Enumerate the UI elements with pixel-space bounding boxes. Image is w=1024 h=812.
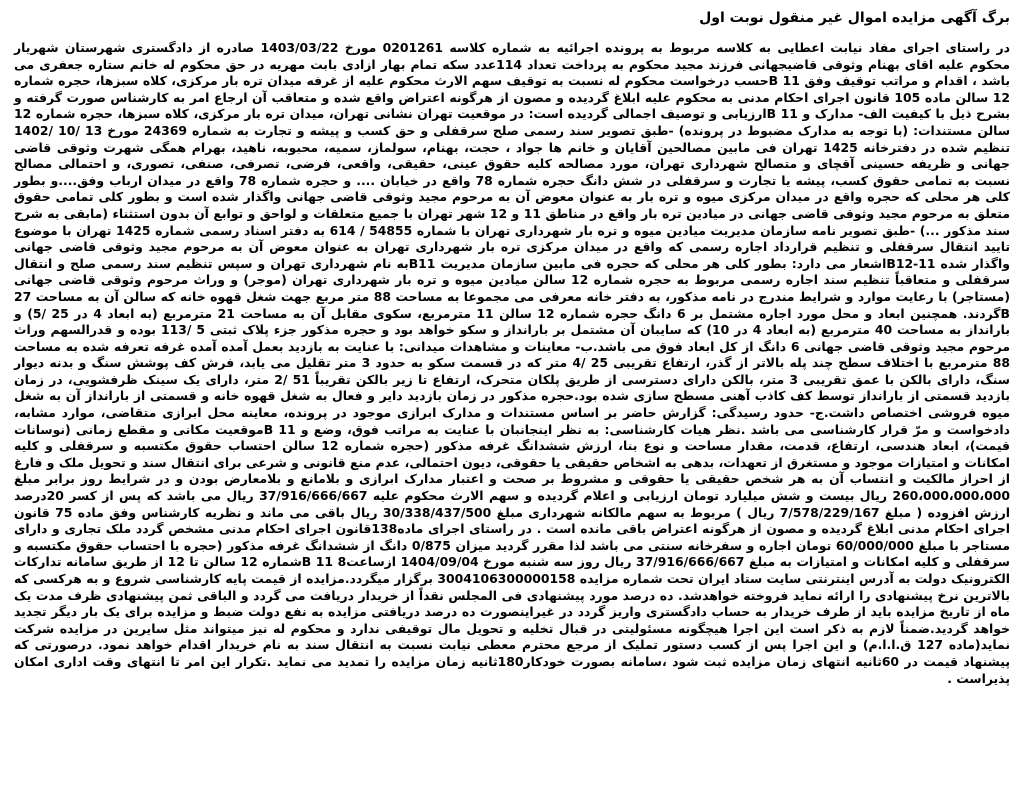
- notice-body-text: در راستای اجرای مفاد نیابت اعطایی به کلاسه مربوط به پرونده اجرائیه به شماره کلاسه 0201261 مورخ 1403/03/22 صادره از دادگستری شهرستان شهریار محکوم علیه اقای بهنام وثوقی قاضیجهانی فرزند مجید محکوم به پرداخت تعداد 114عدد سکه تمام بهار ازادی بابت مهریه در حق محکوم له خانم ستاره جعفری می باشد ، اقدام و مراتب توقیف وفق 11 Bحسب درخواست محکوم له نسبت به توقیف سهم الارث محکوم علیه از غرفه میدان تره بار مرکزی، کلاه سبزها، حجره شماره 12 سالن ماده 105 قانون اجرای احکام مدنی به محکوم علیه ابلاغ گردیده و مصون از هرگونه اعتراض واقع شده و متعاقب آن ارجاع امر به کارشناس صورت گرفته و بشرح ذیل با کیفیت الف- مدارک و 11 Bارزیابی و توصیف اجمالی گردیده است: در موقعیت تهران نشانی تهران، میدان تره بار مرکزی، کلاه سبزها، حجره شماره 12 سالن مستندات: (با توجه به مدارک مضبوط در پرونده) -طبق تصویر سند رسمی صلح سرقفلی و حق کسب و پیشه و تجارت به شماره 24369 مورخ 13 /10 /1402 تنظیم شده در دفترخانه 1425 تهران فی مابین مصالحین آقایان و خانم ها جواد ، حجت، بهنام، سولماز، سمیه، محبوبه، ناهید، بهرام همگی شهرت وثوقی قاضی جهانی و ظریفه حسینی آقچای و متصالح شهرداری تهران، مورد مصالحه کلیه حقوق عینی، حقیقی، واقعی، فرضی، تصرفی، صنفی، تصوری، و احتمالی مصالح نسبت به تمامی حقوق کسب، پیشه یا تجارت و سرقفلی در شش دانگ حجره شماره 78 واقع در خیابان .... و حجره شماره 78 واقع در میدان ارباب وفق....و بطور کلی هر محلی که حجره واقع در میدان مرکزی میوه و تره بار به عنوان معوض آن به مرحوم مجید وثوقی قاضی جهانی واگذار شده است و بطور کلی تمامی حقوق متعلق به مرحوم مجید وثوقی قاضی جهانی در میادین تره بار واقع در مناطق 11 و 12 شهر تهران با جمیع متعلقات و لواحق و توابع آن بدون استثناء (مابقی به شرح سند مذکور ...) -طبق تصویر نامه سازمان مدیریت میادین میوه و تره بار شهرداری تهران با شماره 54855 / 614 به دفتر اسناد رسمی شماره 1425 تهران با موضوع تایید انتقال سرقفلی و تنظیم قرارداد اجاره رسمی که واقع در میدان مرکزی تره بار شهرداری تهران به عنوان معوض آن به مرحوم مجید وثوقی قاضی جهانی واگذار شده B12-11اشعار می دارد: بطور کلی هر محلی که حجره فی مابین سازمان مدیریت B11به نام شهرداری تهران و سپس تنظیم سند رسمی صلح و انتقال سرقفلی و متعاقباً تنظیم سند اجاره رسمی مربوط به حجره شماره 12 سالن میادین میوه و تره بار شهرداری تهران (موجر) و وراث مرحوم وثوقی قاضی جهانی (مستاجر) با رعایت موارد و شرایط مندرج در نامه مذکور، به دفتر خانه معرفی می مجموعا به مساحت 88 متر مربع جهت شغل قهوه خانه که سالن آن به مساحت 27 Bگردند. همچنین ابعاد و محل مورد اجاره مشتمل بر 6 دانگ حجره شماره 12 سالن 11 مترمربع، سکوی مقابل آن به مساحت 21 مترمربع (به ابعاد 4 در 25 /5) و بارانداز به مساحت 40 مترمربع (به ابعاد 4 در 10) که سایبان آن مشتمل بر بارانداز و سکو خواهد بود و حجره مذکور جزء پلاک ثبتی 5 /113 بوده و قدرالسهم وراث مرحوم مجید وثوقی قاضی جهانی 6 دانگ از کل ابعاد فوق می باشد.ب- معاینات و مشاهدات میدانی: با عنایت به بازدید بعمل آمده آمده غرفه تعرفه شده به مساحت 88 مترمربع با اختلاف سطح چند پله بالاتر از گذر، ارتفاع تقریبی 25 /4 متر که در قسمت سکو به حدود 3 متر تقلیل می یابد، فرش کف پوشش سنگ و بدنه دیوار سنگ، دارای بالکن با عمق تقریبی 3 متر، بالکن دارای دسترسی از طریق پلکان متحرک، ارتفاع تا زیر بالکن تقریباً 51 /2 متر، دارای یک سینک ظرفشویی، در زمان بازدید قسمتی از بارانداز توسط کف کاذب آهنی مسطح سازی شده بود.حجره مذکور در زمان بازدید دایر و فعال به شغل قهوه خانه و قسمتی از بارانداز آن به شغل میوه فروشی اختصاص داشت.ج- حدود رسیدگی: گزارش حاضر بر اساس مستندات و مدارک ابرازی موجود در پرونده، معاینه محل ابرازی متقاضی، موارد مشابه، دادخواست و مرّ قرار کارشناسی می باشد .نظر هیات کارشناسی: به نظر اینجانبان با عنایت به مراتب فوق، وضع و 11 Bموقعیت مکانی و مقطع زمانی (نوسانات قیمت)، ابعاد هندسی، ارتفاع، قدمت، مقدار مساحت و نوع بنا، ارزش ششدانگ غرفه مذکور (حجره شماره 12 سالن احتساب حقوق مکتسبه و سرقفلی و کلیه امکانات و امتیازات موجود و مستغرق از تعهدات، بدهی به اشخاص حقیقی یا حقوقی، دیون احتمالی، عدم منع قانونی و شرعی برای انتقال سند و تحویل ملک و فارغ از احراز مالکیت و انتساب آن به هر شخص حقیقی یا حقوقی و مشروط بر صحت و اعتبار مدارک ابرازی و بلامانع و بلامعارض بودن و در شرایط روز برابر مبلغ 260،000،000،000 ریال بیست و شش میلیارد تومان ارزیابی و اعلام گردیده و سهم الارث محکوم علیه 37/916/666/667 ریال می باشد که پس از کسر 20درصد ارزش افزوده ( مبلغ 7/578/229/167 ریال ) مربوط به سهم مالکانه شهرداری مبلغ 30/338/437/500 ریال باقی می ماند و نظریه کارشناس وفق ماده 75 قانون اجرای احکام مدنی ابلاغ گردیده و مصون از هرگونه اعتراض باقی مانده است . در راستای اجرای ماده138قانون اجرای احکام مدنی مشخص گردد ملک تجاری و دارای مستاجر با مبلغ 60/000/000 تومان اجاره و سفرخانه سنتی می باشد لذا مقرر گردید میزان 0/875 دانگ از ششدانگ غرفه مذکور (حجره با احتساب حقوق مکتسبه و سرقفلی و کلیه امکانات و امتیازات به مبلغ 37/916/666/667 ریال روز سه شنبه مورخ 1404/09/04 ازساعت8 11 Bشماره 12 سالن تا 12 از طریق سامانه تدارکات الکترونیک دولت به آدرس اینترنتی سایت ستاد ایران تحت شماره مزایده 3004106300000158 برگزار میگردد.مزایده از قیمت پایه کارشناسی شروع و به هرکسی که بالاترین نرخ پیشنهادی را ارائه نماید فروخته خواهدشد. ده درصد مورد پیشنهادی فی المجلس نقداً از خریدار دریافت می گردد و الباقی ثمن پیشنهادی ظرف مدت یک ماه از تاریخ مزایده باید از طرف خریدار به حساب دادگستری واریز گردد در غیراینصورت ده درصد دریافتی مزایده به نفع دولت ضبط و مزایده برای یک بار دیگر تجدید خواهد گردید.ضمناً لازم به ذکر است این اجرا هیچگونه مسئولیتی در قبال تخلیه و تحویل مال توقیفی ندارد و محکوم له نیز میتواند مثل سایرین در مزایده شرکت نماید(ماده 127 ق.ا.ا.م) و این اجرا پس از کسب دستور تملیک از مرجع محترم معطی نیابت نسبت به انتقال سند به نام خریدار اقدام خواهد نمود. درصورتی که پیشنهاد قیمت در 60ثانیه انتهای زمان مزایده ثبت شود ،سامانه بصورت خودکار180ثانیه زمان مزایده را تمدید می نماید .تکرار این امر تا انتهای وقت اداری امکان پذیراست .: [14, 40, 1011, 686]
- notice-title: برگ آگهی مزایده اموال غیر منقول نوبت اول: [699, 10, 1010, 26]
